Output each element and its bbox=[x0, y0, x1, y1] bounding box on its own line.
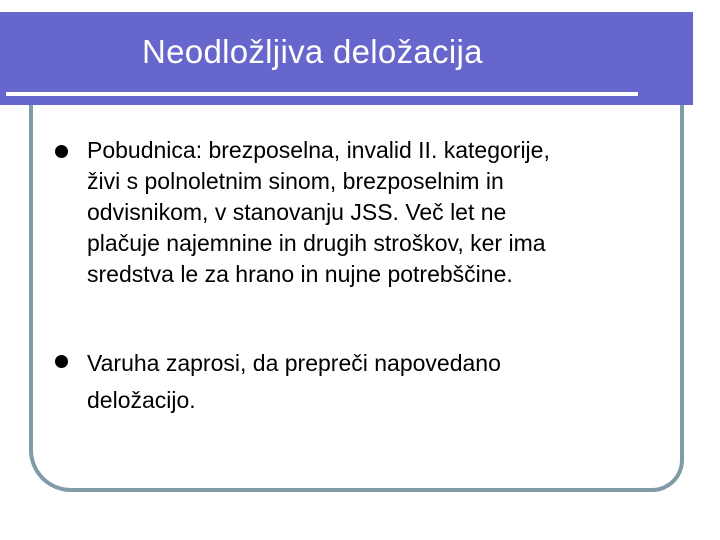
bullet-dot-icon bbox=[55, 145, 68, 158]
slide-title: Neodložljiva deložacija bbox=[142, 33, 483, 70]
bullet-text-1: Pobudnica: brezposelna, invalid II. kategorije, živi s polnoletnim sinom, brezposelnim in odvisnikom, v stanovanju JSS. Več let ne plačuje najemnine in drugih stroškov, ker ima sredstva le za hrano in nujne potrebščine. bbox=[87, 137, 550, 287]
bullet-text-2: Varuha zaprosi, da prepreči napovedano deložacijo. bbox=[87, 350, 501, 413]
title-underline bbox=[6, 92, 638, 96]
bullet-dot-icon bbox=[55, 355, 68, 368]
